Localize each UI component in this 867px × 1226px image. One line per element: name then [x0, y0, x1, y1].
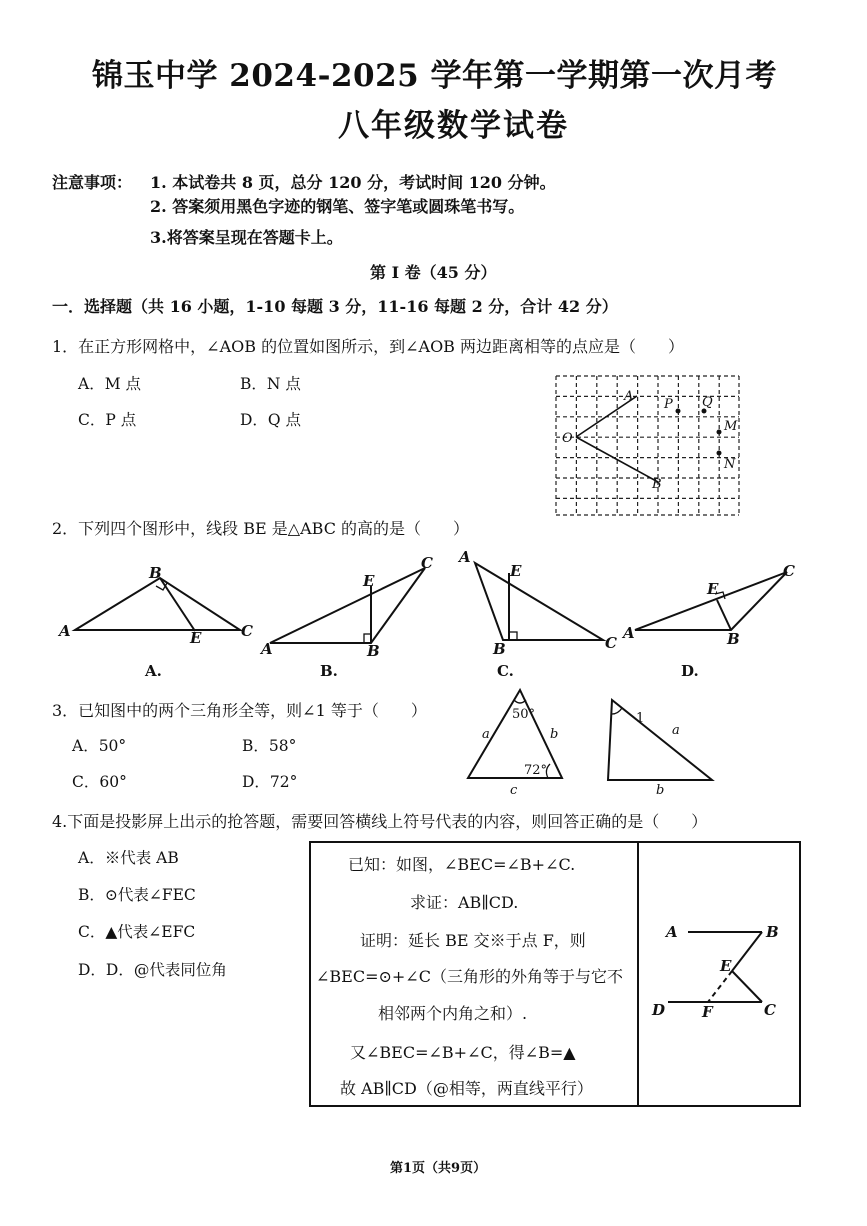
q1-label-b: B [652, 477, 662, 492]
exam-title-line1: 锦玉中学 2024-2025 学年第一学期第一次月考 [92, 58, 778, 94]
q4-box-line-3: 证明：延长 BE 交※于点 F，则 [360, 931, 586, 950]
q2a-label-c: C [241, 622, 253, 640]
q4-stem: 4.下面是投影屏上出示的抢答题，需要回答横线上符号代表的内容，则回答正确的是（ ） [52, 812, 708, 831]
q4-label-a: A [666, 923, 678, 941]
q2b-label-c: C [421, 554, 433, 572]
q2d-label-a: A [623, 624, 635, 642]
q2-stem: 2．下列四个图形中，线段 BE 是△ABC 的高的是（ ） [52, 519, 470, 538]
q2c-label-a: A [459, 548, 471, 566]
q1-label-p: P [664, 397, 673, 412]
q4-option-c[interactable]: C．▲代表∠EFC [78, 923, 196, 941]
q2d-label-b: B [727, 630, 740, 648]
q2b-label-b: B [367, 642, 380, 660]
q4-figure [650, 915, 790, 1025]
q2b-label-e: E [363, 572, 375, 590]
q4-label-e: E [720, 957, 732, 975]
q3-figure [460, 684, 730, 800]
q1-label-q: Q [702, 395, 713, 410]
q2c-label-c: C [605, 634, 617, 652]
q2-choice-d[interactable]: D. [681, 662, 699, 680]
q4-box-line-1: 已知：如图，∠BEC=∠B+∠C. [348, 855, 576, 874]
q1-option-b[interactable]: B．N 点 [240, 375, 301, 393]
q2-choice-a[interactable]: A. [145, 662, 162, 680]
volume-title: 第 I 卷（45 分） [370, 263, 497, 282]
q1-label-o: O [562, 431, 573, 446]
q1-label-a: A [624, 389, 634, 404]
q4-option-b[interactable]: B．⊙代表∠FEC [78, 886, 196, 904]
q3-label-b2: b [656, 783, 665, 798]
q2a-label-b: B [149, 564, 162, 582]
q4-option-d[interactable]: D．D．@代表同位角 [78, 961, 227, 979]
q4-box-line-4: ∠BEC=⊙+∠C（三角形的外角等于与它不 [316, 967, 623, 986]
q3-label-a1: a [482, 727, 490, 742]
q4-box-line-6: 又∠BEC=∠B+∠C，得∠B=▲ [350, 1043, 576, 1062]
q3-label-50: 50° [512, 707, 536, 722]
q3-label-b1: b [550, 727, 559, 742]
q3-label-1: 1 [636, 711, 645, 726]
q1-option-d[interactable]: D．Q 点 [240, 411, 302, 429]
q1-stem: 1．在正方形网格中，∠AOB 的位置如图所示，到∠AOB 两边距离相等的点应是（ ） [52, 337, 685, 356]
q2a-label-a: A [59, 622, 71, 640]
q3-option-a[interactable]: A．50° [72, 737, 127, 755]
q4-box-line-5: 相邻两个内角之和）. [378, 1004, 528, 1023]
notice-label: 注意事项： [52, 173, 133, 192]
q3-label-c1: c [510, 783, 518, 798]
exam-title-line2: 八年级数学试卷 [338, 108, 569, 144]
q1-grid-figure [554, 374, 744, 520]
q3-label-72: 72° [524, 763, 548, 778]
notice-item-3: 3.将答案呈现在答题卡上。 [150, 228, 343, 247]
q4-label-d: D [652, 1001, 666, 1019]
q4-label-f: F [702, 1003, 713, 1021]
notice-item-1: 1. 本试卷共 8 页，总分 120 分，考试时间 120 分钟。 [150, 173, 556, 192]
q1-label-n: N [724, 457, 736, 472]
q2c-label-b: B [493, 640, 506, 658]
q4-option-a[interactable]: A．※代表 AB [78, 849, 179, 867]
q2d-label-c: C [783, 562, 795, 580]
q1-option-c[interactable]: C．P 点 [78, 411, 137, 429]
q3-stem: 3．已知图中的两个三角形全等，则∠1 等于（ ） [52, 701, 427, 720]
q4-box-divider [637, 843, 639, 1105]
q3-option-c[interactable]: C．60° [72, 773, 127, 791]
q4-label-b: B [766, 923, 779, 941]
section1-title: 一．选择题（共 16 小题，1-10 每题 3 分，11-16 每题 2 分，合计 42 分） [52, 297, 618, 316]
notice-item-2: 2. 答案须用黑色字迹的钢笔、签字笔或圆珠笔书写。 [150, 197, 525, 216]
q4-box-line-2: 求证：AB∥CD. [410, 893, 519, 912]
q2-choice-c[interactable]: C. [497, 662, 514, 680]
q3-option-d[interactable]: D．72° [242, 773, 298, 791]
q3-label-a2: a [672, 723, 680, 738]
q1-label-m: M [724, 419, 738, 434]
q2-choice-b[interactable]: B. [320, 662, 338, 680]
q2a-label-e: E [190, 629, 202, 647]
q1-option-a[interactable]: A．M 点 [78, 375, 141, 393]
q3-option-b[interactable]: B．58° [242, 737, 297, 755]
q2b-label-a: A [261, 640, 273, 658]
q4-box-line-7: 故 AB∥CD（@相等，两直线平行） [340, 1079, 593, 1098]
q2c-label-e: E [510, 562, 522, 580]
page-footer: 第1页（共9页） [390, 1161, 487, 1176]
q4-label-c: C [764, 1001, 776, 1019]
q2-figures [55, 548, 855, 688]
q2d-label-e: E [707, 580, 719, 598]
